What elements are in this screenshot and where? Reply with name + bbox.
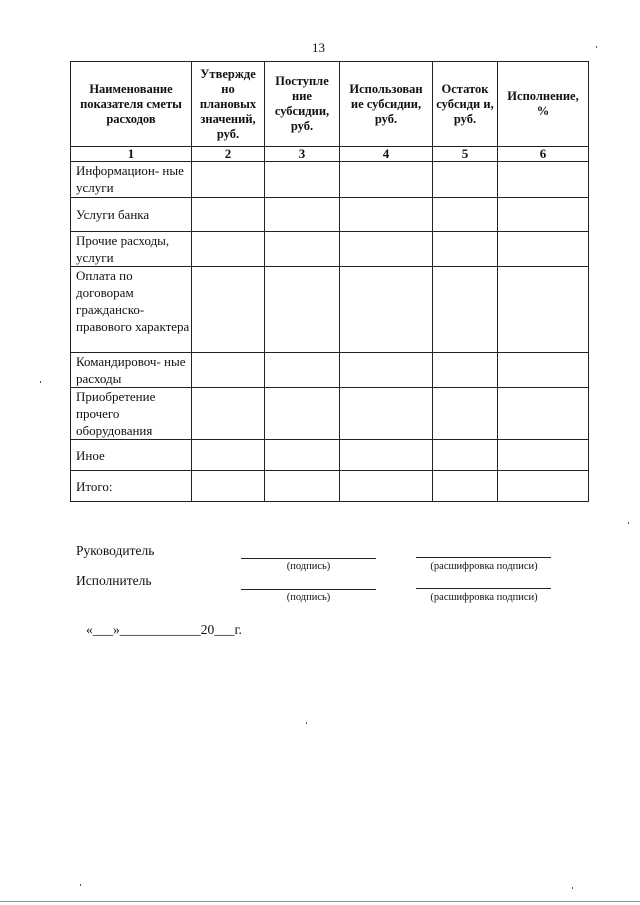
column-number: 5 (433, 147, 498, 162)
value-cell[interactable] (340, 162, 433, 198)
value-cell[interactable] (340, 388, 433, 440)
row-name: Иное (71, 440, 192, 471)
date-line[interactable]: «___»____________20___г. (86, 622, 242, 637)
executor-decoding-caption: (расшифровка подписи) (430, 592, 538, 603)
page-number: 13 (312, 40, 325, 55)
executor-signature-caption: (подпись) (286, 592, 331, 603)
value-cell[interactable] (265, 388, 340, 440)
row-name: Приобретение прочего оборудования (71, 388, 192, 440)
value-cell[interactable] (192, 353, 265, 388)
value-cell[interactable] (192, 471, 265, 502)
row-name: Услуги банка (71, 198, 192, 232)
value-cell[interactable] (433, 471, 498, 502)
value-cell[interactable] (265, 232, 340, 267)
value-cell[interactable] (192, 267, 265, 353)
value-cell[interactable] (433, 198, 498, 232)
table-row (71, 162, 589, 198)
scan-speck (40, 381, 41, 383)
table-row (71, 440, 589, 471)
value-cell[interactable] (433, 232, 498, 267)
value-cell[interactable] (265, 198, 340, 232)
value-cell[interactable] (498, 388, 589, 440)
scan-speck (306, 722, 307, 724)
value-cell[interactable] (192, 162, 265, 198)
head-signature-line[interactable] (241, 558, 376, 559)
head-label: Руководитель (76, 543, 155, 558)
expense-estimate-table (70, 61, 589, 502)
header-cell-used: Использован ие субсидии, руб. (340, 62, 433, 147)
value-cell[interactable] (340, 198, 433, 232)
value-cell[interactable] (340, 353, 433, 388)
value-cell[interactable] (192, 388, 265, 440)
executor-decoding-line[interactable] (416, 588, 551, 589)
table-row (71, 267, 589, 353)
table-row (71, 388, 589, 440)
header-cell-execution: Исполнение, % (498, 62, 589, 147)
value-cell[interactable] (192, 232, 265, 267)
value-cell[interactable] (498, 471, 589, 502)
header-cell-indicator-name: Наименование показателя сметы расходов (71, 62, 192, 147)
scan-speck (80, 884, 81, 886)
value-cell[interactable] (433, 388, 498, 440)
value-cell[interactable] (192, 198, 265, 232)
table-header-row (71, 62, 589, 147)
head-decoding-caption: (расшифровка подписи) (430, 561, 538, 572)
value-cell[interactable] (340, 232, 433, 267)
row-name: Информацион- ные услуги (71, 162, 192, 198)
value-cell[interactable] (192, 440, 265, 471)
row-name: Итого: (71, 471, 192, 502)
value-cell[interactable] (433, 440, 498, 471)
value-cell[interactable] (498, 440, 589, 471)
table-row (71, 232, 589, 267)
scan-speck (596, 46, 597, 48)
scan-speck (572, 887, 573, 889)
head-signature-caption: (подпись) (286, 561, 331, 572)
value-cell[interactable] (498, 198, 589, 232)
table-row (71, 353, 589, 388)
value-cell[interactable] (340, 267, 433, 353)
row-name: Оплата по договорам гражданско- правового характера (71, 267, 192, 353)
value-cell[interactable] (340, 440, 433, 471)
executor-label: Исполнитель (76, 573, 152, 588)
scan-speck (628, 522, 629, 524)
value-cell[interactable] (265, 353, 340, 388)
column-number: 3 (265, 147, 340, 162)
value-cell[interactable] (498, 162, 589, 198)
column-number: 1 (71, 147, 192, 162)
header-cell-approved: Утвержде но плановых значений, руб. (192, 62, 265, 147)
value-cell[interactable] (498, 267, 589, 353)
column-number: 4 (340, 147, 433, 162)
value-cell[interactable] (265, 440, 340, 471)
row-name: Командировоч- ные расходы (71, 353, 192, 388)
value-cell[interactable] (265, 471, 340, 502)
value-cell[interactable] (265, 267, 340, 353)
header-cell-balance: Остаток субсиди и, руб. (433, 62, 498, 147)
value-cell[interactable] (498, 353, 589, 388)
page-bottom-edge (0, 901, 640, 902)
value-cell[interactable] (340, 471, 433, 502)
row-name: Прочие расходы, услуги (71, 232, 192, 267)
column-number: 2 (192, 147, 265, 162)
value-cell[interactable] (433, 267, 498, 353)
value-cell[interactable] (265, 162, 340, 198)
head-decoding-line[interactable] (416, 557, 551, 558)
value-cell[interactable] (433, 353, 498, 388)
column-number-row (71, 147, 589, 162)
column-number: 6 (498, 147, 589, 162)
header-cell-received: Поступле ние субсидии, руб. (265, 62, 340, 147)
table-row (71, 198, 589, 232)
table-row-total (71, 471, 589, 502)
value-cell[interactable] (433, 162, 498, 198)
executor-signature-line[interactable] (241, 589, 376, 590)
value-cell[interactable] (498, 232, 589, 267)
